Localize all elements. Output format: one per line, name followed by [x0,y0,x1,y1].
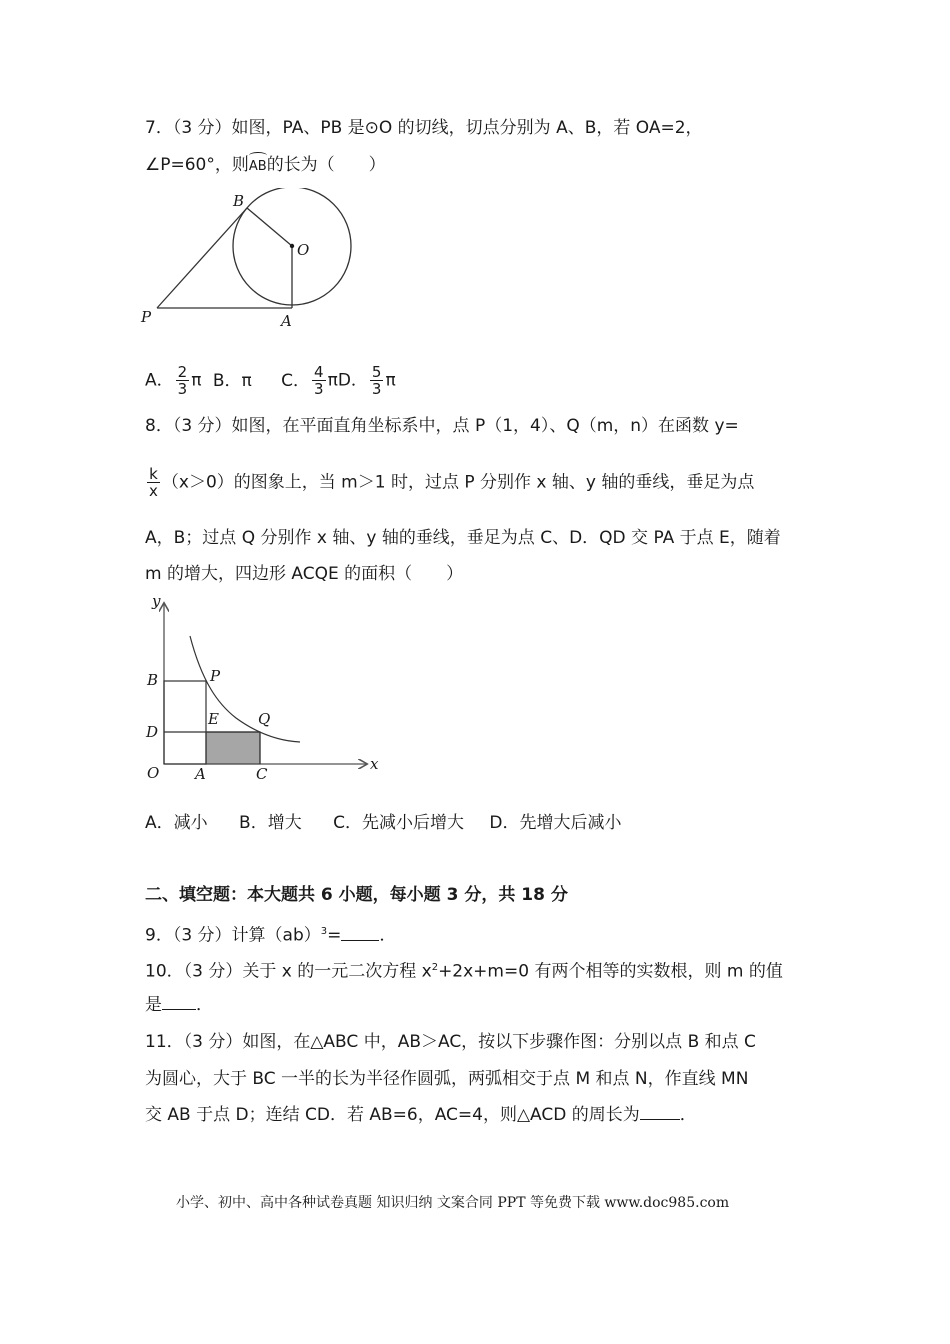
q7-line-1: 7．（3 分）如图，PA、PB 是⊙O 的切线，切点分别为 A、B，若 OA=2， [145,118,703,138]
label-d: D [146,723,159,741]
q7-options: A． $\frac{2}{3}$ π B．π C． $\frac{4}{3}$ πD． $\frac{5}{3}$ π [145,363,396,398]
arc-ab-label: AB [249,153,267,178]
label-o: O [297,241,310,259]
label-b: B [233,192,245,210]
option-d: D．先增大后减小 [489,813,622,833]
label-e: E [208,710,219,728]
fraction-k-over-x: $\frac{k}{x}$ [149,465,158,500]
tangent-pb [157,208,247,308]
option-b: B．π [212,370,252,391]
q8-line-3: A，B；过点 Q 分别作 x 轴、y 轴的垂线，垂足为点 C、D．QD 交 PA 于点 E，随着 [145,528,781,548]
fraction-2-3: $\frac{2}{3}$ [177,363,188,398]
label-p: P [141,308,152,326]
option-a: A．减小 [145,813,208,833]
q11-line-1: 11．（3 分）如图，在△ABC 中，AB＞AC，按以下步骤作图：分别以点 B 和点 C [145,1032,756,1052]
label-y: y [152,592,161,610]
answer-blank[interactable] [341,926,379,941]
option-a-label: A． [145,370,174,391]
q8-line-2: $\frac{k}{x}$ （x＞0）的图象上，当 m＞1 时，过点 P 分别作 x 轴、y 轴的垂线，垂足为点 [149,465,755,500]
label-c: C [256,765,268,783]
option-c: C．先减小后增大 [333,813,464,833]
answer-blank[interactable] [162,995,196,1010]
q11-line-2: 为圆心，大于 BC 一半的长为半径作圆弧，两弧相交于点 M 和点 N，作直线 MN [145,1069,749,1089]
q8-line-1: 8．（3 分）如图，在平面直角坐标系中，点 P（1，4）、Q（m，n）在函数 y= [145,416,739,436]
option-c-label: C． [281,370,311,391]
radius-ob [247,208,292,246]
label-a: A [281,312,292,328]
q7-line-2-post: 的长为（ ） [266,155,386,175]
label-p: P [210,667,221,685]
option-b: B．增大 [239,813,302,833]
option-d-label: D． [337,370,368,391]
shaded-quadrilateral-acqe [206,732,260,764]
answer-blank[interactable] [640,1105,680,1120]
fraction-5-3: $\frac{5}{3}$ [371,363,382,398]
section-heading: 二、填空题：本大题共 6 小题，每小题 3 分，共 18 分 [145,885,568,905]
q7-figure-circle-tangents [135,188,365,328]
label-x: x [370,755,379,773]
center-point-o [290,244,294,248]
q8-figure-coordinate-graph [140,592,390,792]
q7-line-2-pre: ∠P=60°，则 [145,155,249,175]
footer-text: 小学、初中、高中各种试卷真题 知识归纳 文案合同 PPT 等免费下载 www.doc985.com [176,1195,730,1211]
q7-line-2 [145,153,386,178]
label-b: B [147,671,159,689]
q8-line-4: m 的增大，四边形 ACQE 的面积（ ） [145,564,464,584]
label-a: A [195,765,206,783]
q11-line-3: 交 AB 于点 D；连结 CD．若 AB=6，AC=4，则△ACD 的周长为 ． [145,1105,697,1125]
q10-line-1: 10．（3 分）关于 x 的一元二次方程 $x^2+2x+m=0$ 有两个相等的实数根，则 m 的值 [145,961,783,982]
fraction-4-3: $\frac{4}{3}$ [314,363,324,398]
q10-line-2: 是 ． [145,995,213,1015]
label-q: Q [258,710,271,728]
q8-options [145,812,622,834]
rectangle-oapb [164,681,206,764]
q9-line: 9．（3 分）计算（ab）$^3$= ． [145,925,397,946]
label-o: O [147,764,160,782]
